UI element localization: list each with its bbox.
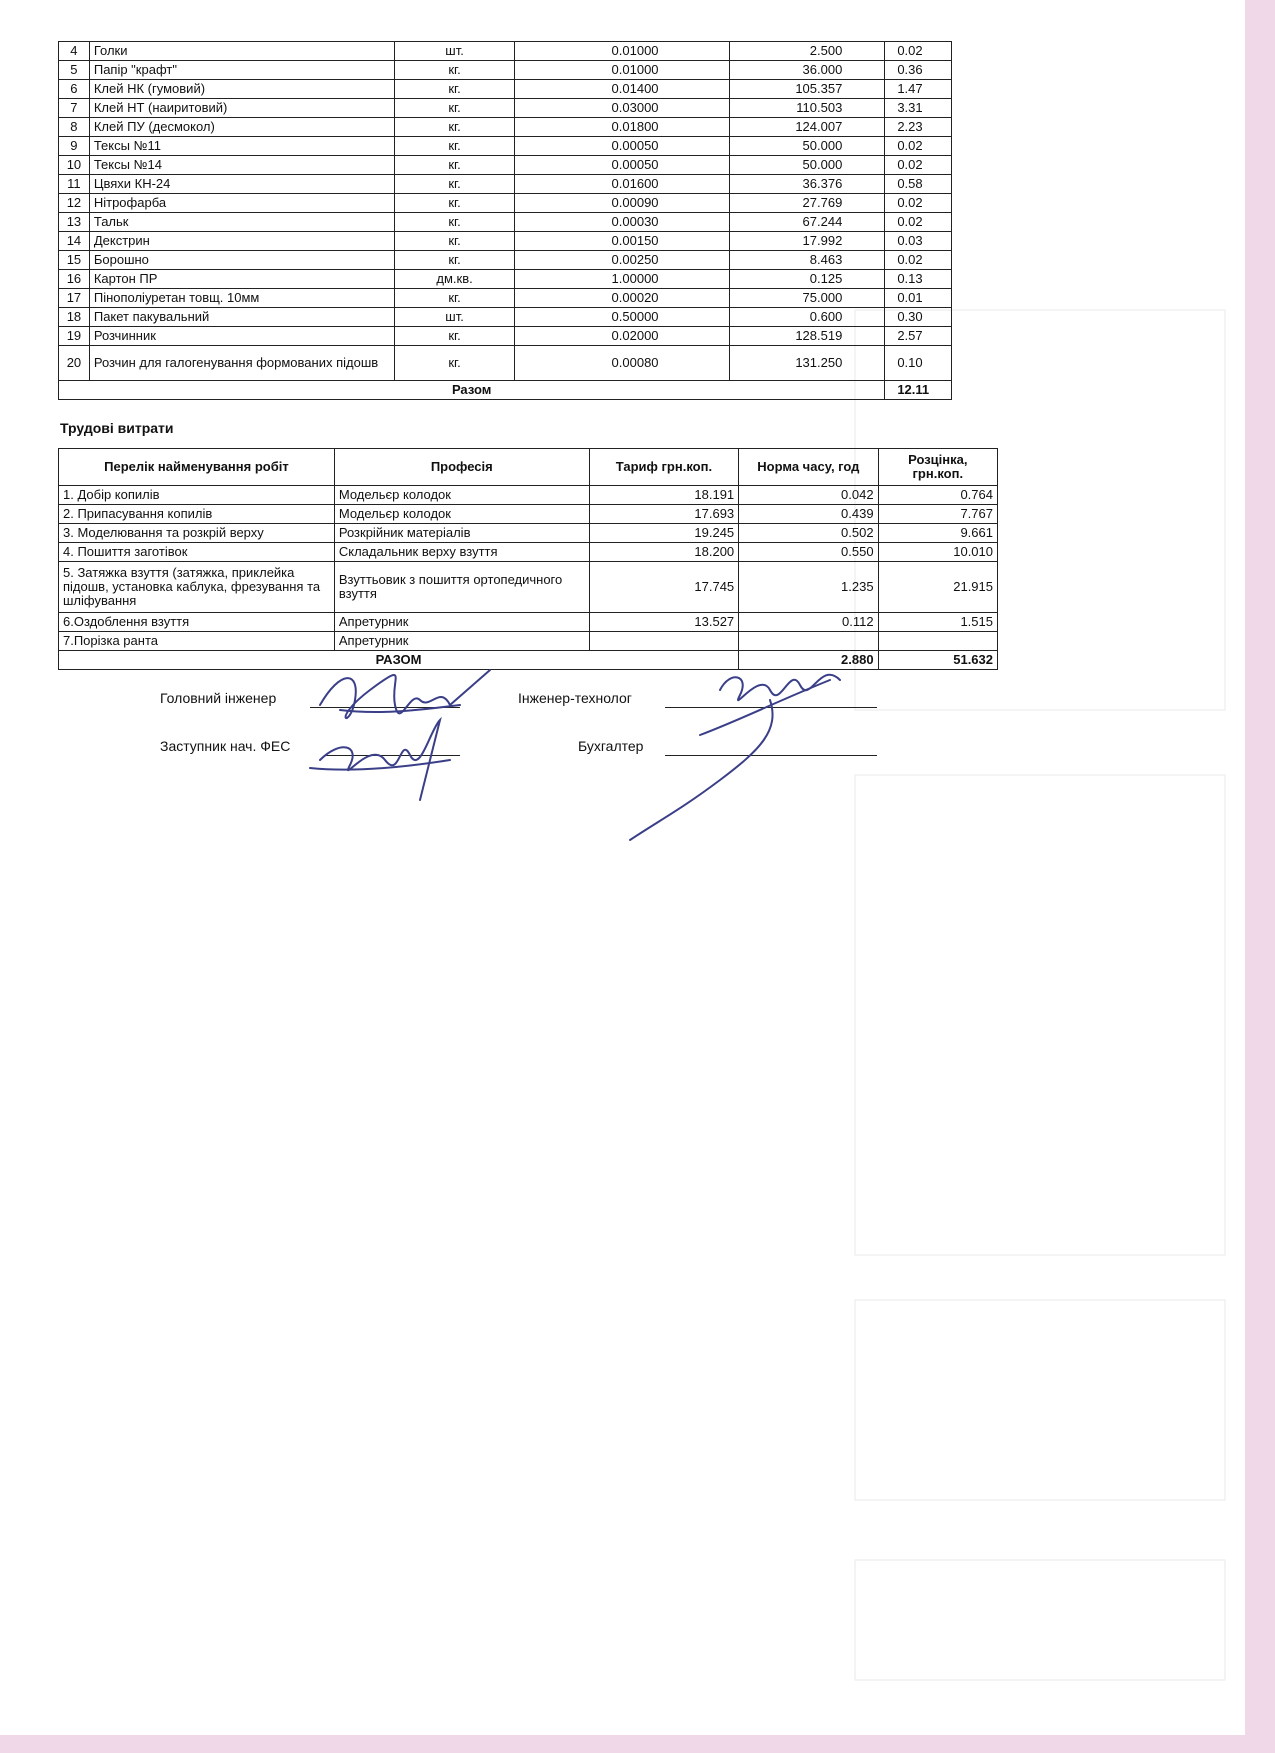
labor-work: 7.Порізка ранта — [59, 632, 335, 651]
page-edge-bottom — [0, 1735, 1275, 1753]
material-norm: 0.00080 — [515, 346, 729, 381]
material-number: 14 — [59, 232, 90, 251]
material-number: 13 — [59, 213, 90, 232]
material-sum: 0.02 — [885, 194, 952, 213]
labor-total-rate: 51.632 — [878, 651, 997, 670]
labor-work: 6.Оздоблення взуття — [59, 613, 335, 632]
labor-tariff: 18.200 — [589, 543, 738, 562]
material-sum: 0.13 — [885, 270, 952, 289]
materials-total-sum: 12.11 — [885, 381, 952, 400]
material-name: Декстрин — [89, 232, 394, 251]
material-name: Пакет пакувальний — [89, 308, 394, 327]
labor-profession: Розкрійник матеріалів — [334, 524, 589, 543]
labor-rate: 1.515 — [878, 613, 997, 632]
material-price: 67.244 — [729, 213, 885, 232]
material-number: 9 — [59, 137, 90, 156]
material-number: 17 — [59, 289, 90, 308]
labor-profession: Взуттьовик з пошиття ортопедичного взуття — [334, 562, 589, 613]
material-unit: кг. — [394, 289, 515, 308]
material-norm: 0.00030 — [515, 213, 729, 232]
labor-profession: Модельєр колодок — [334, 486, 589, 505]
material-unit: кг. — [394, 251, 515, 270]
material-sum: 0.01 — [885, 289, 952, 308]
material-row — [59, 156, 952, 175]
material-unit: кг. — [394, 194, 515, 213]
material-row — [59, 175, 952, 194]
material-name: Розчинник — [89, 327, 394, 346]
material-row — [59, 232, 952, 251]
materials-table — [58, 41, 952, 400]
material-row — [59, 251, 952, 270]
labor-tariff — [589, 632, 738, 651]
material-sum: 0.02 — [885, 156, 952, 175]
material-sum: 0.58 — [885, 175, 952, 194]
material-unit: кг. — [394, 346, 515, 381]
labor-tariff: 18.191 — [589, 486, 738, 505]
labor-tariff: 13.527 — [589, 613, 738, 632]
labor-work: 4. Пошиття заготівок — [59, 543, 335, 562]
labor-rate — [878, 632, 997, 651]
labor-norm — [739, 632, 878, 651]
chief-engineer-label: Головний інженер — [160, 690, 277, 706]
header-norm: Норма часу, год — [739, 449, 878, 486]
material-price: 124.007 — [729, 118, 885, 137]
material-price: 50.000 — [729, 156, 885, 175]
material-norm: 1.00000 — [515, 270, 729, 289]
labor-profession: Складальник верху взуття — [334, 543, 589, 562]
material-number: 19 — [59, 327, 90, 346]
material-number: 6 — [59, 80, 90, 99]
labor-profession: Апретурник — [334, 632, 589, 651]
material-sum: 1.47 — [885, 80, 952, 99]
labor-work: 5. Затяжка взуття (затяжка, приклейка підошв, установка каблука, фрезування та шліфування — [59, 562, 335, 613]
handwritten-signatures — [300, 660, 900, 860]
material-unit: кг. — [394, 213, 515, 232]
material-norm: 0.01400 — [515, 80, 729, 99]
labor-profession: Апретурник — [334, 613, 589, 632]
material-unit: шт. — [394, 308, 515, 327]
material-price: 8.463 — [729, 251, 885, 270]
material-name: Клей ПУ (десмокол) — [89, 118, 394, 137]
labor-row — [59, 505, 998, 524]
labor-work: 3. Моделювання та розкрій верху — [59, 524, 335, 543]
labor-norm: 0.439 — [739, 505, 878, 524]
material-unit: кг. — [394, 99, 515, 118]
material-unit: кг. — [394, 156, 515, 175]
labor-norm: 0.550 — [739, 543, 878, 562]
material-price: 105.357 — [729, 80, 885, 99]
page-edge-right — [1245, 0, 1275, 1753]
material-norm: 0.03000 — [515, 99, 729, 118]
accountant-label: Бухгалтер — [578, 738, 644, 754]
material-name: Голки — [89, 42, 394, 61]
labor-norm: 1.235 — [739, 562, 878, 613]
materials-total-label: Разом — [59, 381, 885, 400]
materials-total-row — [59, 381, 952, 400]
labor-norm: 0.502 — [739, 524, 878, 543]
material-price: 131.250 — [729, 346, 885, 381]
material-unit: дм.кв. — [394, 270, 515, 289]
material-name: Картон ПР — [89, 270, 394, 289]
labor-row — [59, 613, 998, 632]
material-price: 50.000 — [729, 137, 885, 156]
material-norm: 0.00250 — [515, 251, 729, 270]
material-sum: 0.02 — [885, 213, 952, 232]
labor-rate: 9.661 — [878, 524, 997, 543]
material-row — [59, 137, 952, 156]
material-price: 0.125 — [729, 270, 885, 289]
material-unit: кг. — [394, 175, 515, 194]
labor-total-label: РАЗОМ — [59, 651, 739, 670]
material-price: 0.600 — [729, 308, 885, 327]
material-number: 11 — [59, 175, 90, 194]
material-norm: 0.02000 — [515, 327, 729, 346]
material-price: 27.769 — [729, 194, 885, 213]
material-row — [59, 118, 952, 137]
material-name: Тексы №14 — [89, 156, 394, 175]
material-price: 2.500 — [729, 42, 885, 61]
material-number: 16 — [59, 270, 90, 289]
material-sum: 0.02 — [885, 251, 952, 270]
labor-tariff: 17.745 — [589, 562, 738, 613]
material-name: Клей НК (гумовий) — [89, 80, 394, 99]
labor-row — [59, 486, 998, 505]
material-row — [59, 194, 952, 213]
labor-profession: Модельєр колодок — [334, 505, 589, 524]
header-profession: Професія — [334, 449, 589, 486]
deputy-fes-label: Заступник нач. ФЕС — [160, 738, 291, 754]
material-unit: кг. — [394, 232, 515, 251]
material-price: 75.000 — [729, 289, 885, 308]
labor-row — [59, 632, 998, 651]
labor-tariff: 19.245 — [589, 524, 738, 543]
labor-section-title: Трудові витрати — [60, 420, 174, 436]
material-number: 7 — [59, 99, 90, 118]
material-price: 128.519 — [729, 327, 885, 346]
material-unit: кг. — [394, 61, 515, 80]
material-number: 20 — [59, 346, 90, 381]
material-price: 36.376 — [729, 175, 885, 194]
labor-total-norm: 2.880 — [739, 651, 878, 670]
material-name: Борошно — [89, 251, 394, 270]
material-number: 15 — [59, 251, 90, 270]
header-rate: Розцінка, грн.коп. — [878, 449, 997, 486]
material-name: Нітрофарба — [89, 194, 394, 213]
material-norm: 0.00090 — [515, 194, 729, 213]
material-number: 4 — [59, 42, 90, 61]
labor-norm: 0.042 — [739, 486, 878, 505]
labor-rate: 0.764 — [878, 486, 997, 505]
material-sum: 0.36 — [885, 61, 952, 80]
material-price: 36.000 — [729, 61, 885, 80]
material-norm: 0.01800 — [515, 118, 729, 137]
header-work: Перелік найменування робіт — [59, 449, 335, 486]
material-norm: 0.50000 — [515, 308, 729, 327]
labor-row — [59, 543, 998, 562]
material-sum: 0.03 — [885, 232, 952, 251]
material-norm: 0.00050 — [515, 156, 729, 175]
material-row — [59, 308, 952, 327]
material-norm: 0.00150 — [515, 232, 729, 251]
header-tariff: Тариф грн.коп. — [589, 449, 738, 486]
material-name: Пінополіуретан товщ. 10мм — [89, 289, 394, 308]
labor-rate: 10.010 — [878, 543, 997, 562]
labor-costs-table — [58, 448, 998, 670]
labor-tariff: 17.693 — [589, 505, 738, 524]
material-unit: кг. — [394, 118, 515, 137]
material-sum: 2.23 — [885, 118, 952, 137]
material-row — [59, 289, 952, 308]
material-unit: шт. — [394, 42, 515, 61]
material-name: Цвяхи КН-24 — [89, 175, 394, 194]
material-price: 110.503 — [729, 99, 885, 118]
material-unit: кг. — [394, 137, 515, 156]
material-number: 8 — [59, 118, 90, 137]
labor-norm: 0.112 — [739, 613, 878, 632]
material-name: Клей НТ (наиритовий) — [89, 99, 394, 118]
labor-row — [59, 562, 998, 613]
labor-header-row — [59, 449, 998, 486]
material-norm: 0.01000 — [515, 61, 729, 80]
material-sum: 0.30 — [885, 308, 952, 327]
material-row — [59, 270, 952, 289]
material-sum: 3.31 — [885, 99, 952, 118]
labor-rate: 21.915 — [878, 562, 997, 613]
material-name: Розчин для галогенування формованих підошв — [89, 346, 394, 381]
material-number: 5 — [59, 61, 90, 80]
material-norm: 0.00050 — [515, 137, 729, 156]
material-norm: 0.01000 — [515, 42, 729, 61]
material-price: 17.992 — [729, 232, 885, 251]
material-row — [59, 213, 952, 232]
material-number: 12 — [59, 194, 90, 213]
material-number: 18 — [59, 308, 90, 327]
material-sum: 0.02 — [885, 137, 952, 156]
labor-work: 2. Припасування копилів — [59, 505, 335, 524]
material-row — [59, 327, 952, 346]
material-row — [59, 346, 952, 381]
material-row — [59, 80, 952, 99]
material-row — [59, 42, 952, 61]
material-name: Тексы №11 — [89, 137, 394, 156]
material-row — [59, 61, 952, 80]
material-sum: 2.57 — [885, 327, 952, 346]
material-number: 10 — [59, 156, 90, 175]
material-unit: кг. — [394, 327, 515, 346]
material-norm: 0.00020 — [515, 289, 729, 308]
material-norm: 0.01600 — [515, 175, 729, 194]
material-row — [59, 99, 952, 118]
material-name: Папір "крафт" — [89, 61, 394, 80]
labor-row — [59, 524, 998, 543]
engineer-technologist-label: Інженер-технолог — [518, 690, 632, 706]
material-unit: кг. — [394, 80, 515, 99]
material-sum: 0.02 — [885, 42, 952, 61]
material-name: Тальк — [89, 213, 394, 232]
labor-work: 1. Добір копилів — [59, 486, 335, 505]
labor-rate: 7.767 — [878, 505, 997, 524]
material-sum: 0.10 — [885, 346, 952, 381]
